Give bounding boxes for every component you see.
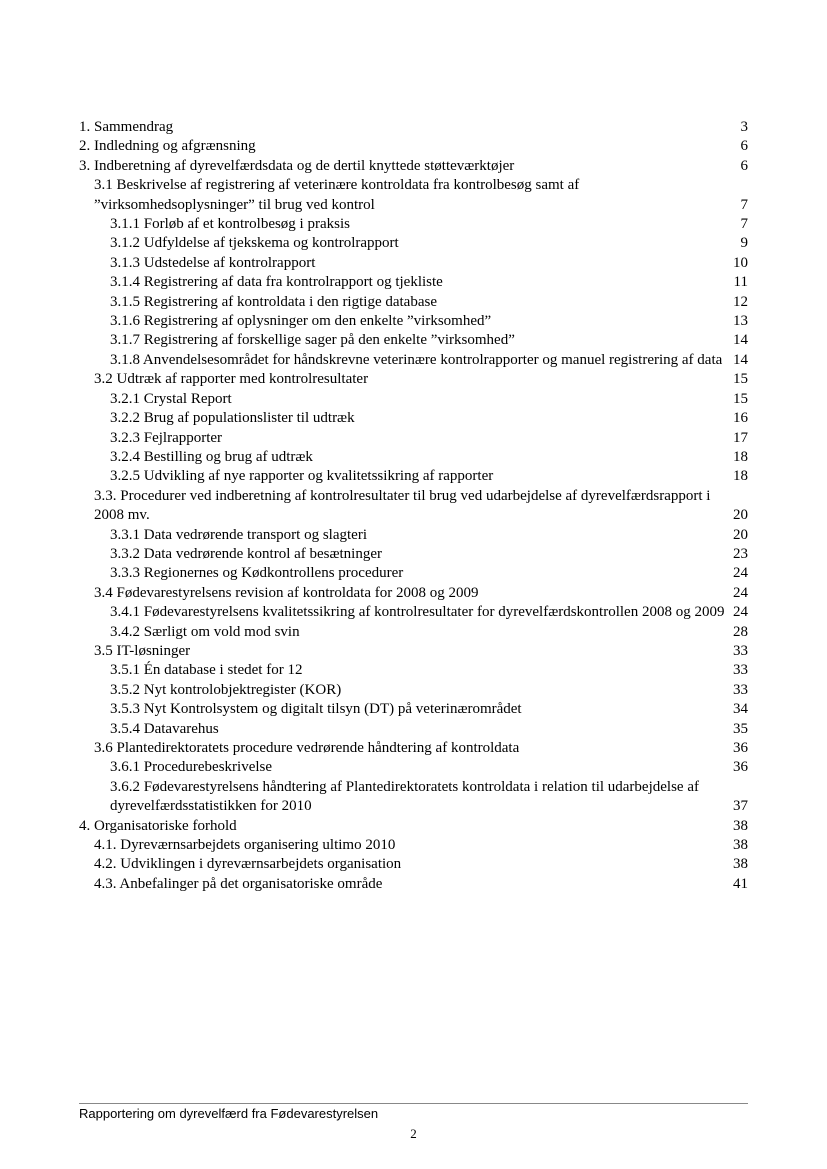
toc-entry[interactable] [79, 215, 748, 234]
toc-entry[interactable] [79, 137, 748, 156]
toc-entry-page: 33 [733, 662, 748, 679]
toc-entry-page: 7 [740, 196, 748, 213]
toc-entry-title: 3.1 Beskrivelse af registrering af veterinære kontroldata fra kontrolbesøg samt af ”virksomhedsoplysninger” til brug ved kontrol [94, 177, 580, 213]
toc-entry-title: 3.6.1 Procedurebeskrivelse [110, 759, 273, 776]
toc-entry-title: 3.3.3 Regionernes og Kødkontrollens procedurer [110, 565, 404, 582]
toc-entry-title: 3.5.2 Nyt kontrolobjektregister (KOR) [110, 681, 342, 698]
toc-entry-title: 3.2.4 Bestilling og brug af udtræk [110, 448, 313, 465]
toc-entry-page: 12 [733, 293, 748, 310]
toc-entry[interactable] [79, 720, 748, 739]
toc-entry-page: 34 [733, 701, 748, 718]
toc-entry[interactable] [79, 623, 748, 642]
toc-entry-title: 3. Indberetning af dyrevelfærdsdata og de dertil knyttede støtteværktøjer [79, 157, 515, 174]
toc-entry[interactable] [79, 778, 748, 817]
toc-entry[interactable] [79, 312, 748, 331]
toc-entry-page: 18 [733, 448, 748, 465]
toc-entry-title: 4.2. Udviklingen i dyreværnsarbejdets organisation [94, 856, 402, 873]
toc-entry-page: 35 [733, 720, 748, 737]
toc-entry-title: 3.4 Fødevarestyrelsens revision af kontroldata for 2008 og 2009 [94, 584, 479, 601]
page-number: 2 [410, 1126, 417, 1141]
toc-entry[interactable] [79, 564, 748, 583]
toc-entry-title: 3.1.3 Udstedelse af kontrolrapport [110, 254, 316, 271]
toc-entry[interactable] [79, 739, 748, 758]
toc-entry-title: 3.3.2 Data vedrørende kontrol af besætninger [110, 545, 382, 562]
toc-entry[interactable] [79, 545, 748, 564]
toc-entry[interactable] [79, 118, 748, 137]
table-of-contents [79, 118, 748, 894]
toc-entry[interactable] [79, 817, 748, 836]
toc-entry[interactable] [79, 584, 748, 603]
toc-entry-title: 3.1.7 Registrering af forskellige sager på den enkelte ”virksomhed” [110, 332, 515, 349]
toc-entry[interactable] [79, 487, 748, 526]
toc-entry[interactable] [79, 700, 748, 719]
toc-entry-title: 1. Sammendrag [79, 119, 174, 135]
toc-entry-title: 3.1.8 Anvendelsesområdet for håndskrevne veterinære kontrolrapporter og manuel registrering af data [110, 351, 723, 368]
toc-entry-page: 38 [733, 837, 748, 854]
toc-entry[interactable] [79, 855, 748, 874]
toc-entry[interactable] [79, 331, 748, 350]
toc-entry-page: 23 [733, 545, 748, 562]
toc-entry-title: 3.5.1 Én database i stedet for 12 [110, 662, 303, 679]
toc-entry-title: 4.1. Dyreværnsarbejdets organisering ultimo 2010 [94, 837, 396, 854]
toc-entry[interactable] [79, 293, 748, 312]
toc-entry-title: 2. Indledning og afgrænsning [79, 138, 256, 155]
toc-entry-title: 3.3. Procedurer ved indberetning af kontrolresultater til brug ved udarbejdelse af dyrevelfærdsrapport i 2008 mv. [94, 487, 711, 524]
toc-entry-title: 3.6.2 Fødevarestyrelsens håndtering af Plantedirektoratets kontroldata i relation til udarbejdelse af dyrevelfærdsstatistikken for 2010 [110, 778, 699, 815]
footer-title: Rapportering om dyrevelfærd fra Fødevarestyrelsen [79, 1106, 379, 1121]
toc-entry-page: 20 [733, 526, 748, 543]
toc-entry-title: 3.6 Plantedirektoratets procedure vedrørende håndtering af kontroldata [94, 740, 520, 756]
toc-entry[interactable] [79, 448, 748, 467]
toc-entry-title: 3.2.3 Fejlrapporter [110, 429, 223, 446]
toc-entry-title: 3.3.1 Data vedrørende transport og slagteri [110, 526, 367, 543]
toc-entry-title: 3.4.1 Fødevarestyrelsens kvalitetssikring af kontrolresultater for dyrevelfærdskontrollen 2008 og 2009 [110, 604, 725, 621]
toc-entry[interactable] [79, 642, 748, 661]
toc-entry-page: 10 [733, 254, 748, 271]
toc-entry-page: 36 [733, 740, 748, 756]
toc-entry[interactable] [79, 370, 748, 389]
toc-entry-title: 3.2 Udtræk af rapporter med kontrolresultater [94, 371, 369, 388]
toc-entry-page: 36 [733, 759, 748, 776]
toc-entry-title: 3.2.5 Udvikling af nye rapporter og kvalitetssikring af rapporter [110, 468, 494, 485]
toc-entry-page: 28 [733, 623, 748, 640]
toc-entry-title: 3.1.1 Forløb af et kontrolbesøg i praksis [110, 216, 350, 233]
toc-entry[interactable] [79, 273, 748, 292]
toc-entry-page: 24 [733, 604, 748, 621]
toc-entry[interactable] [79, 526, 748, 545]
toc-entry-title: 4.3. Anbefalinger på det organisatoriske område [94, 875, 383, 892]
toc-entry-page: 38 [733, 856, 748, 873]
toc-entry-page: 41 [733, 875, 748, 892]
toc-entry-page: 24 [733, 584, 748, 601]
toc-entry-page: 37 [733, 798, 748, 815]
toc-entry-title: 3.1.2 Udfyldelse af tjekskema og kontrolrapport [110, 235, 399, 252]
toc-entry[interactable] [79, 603, 748, 622]
toc-entry-page: 11 [733, 274, 748, 291]
toc-entry-page: 7 [740, 216, 748, 233]
toc-entry-page: 17 [733, 429, 748, 446]
toc-entry[interactable] [79, 875, 748, 894]
toc-entry-page: 15 [733, 371, 748, 388]
toc-entry[interactable] [79, 390, 748, 409]
toc-entry-page: 20 [733, 507, 748, 524]
toc-entry-page: 9 [740, 235, 748, 252]
toc-entry-title: 3.2.1 Crystal Report [110, 390, 232, 407]
toc-entry-title: 3.1.6 Registrering af oplysninger om den enkelte ”virksomhed” [110, 313, 492, 330]
toc-entry[interactable] [79, 661, 748, 680]
toc-entry-page: 3 [740, 119, 748, 135]
toc-entry-title: 3.5 IT-løsninger [94, 642, 191, 659]
toc-entry-page: 13 [733, 313, 748, 330]
footer-divider [79, 1103, 748, 1104]
toc-entry-page: 14 [733, 351, 748, 368]
toc-entry-title: 3.1.5 Registrering af kontroldata i den rigtige database [110, 293, 437, 310]
toc-entry-title: 3.5.3 Nyt Kontrolsystem og digitalt tilsyn (DT) på veterinærområdet [110, 701, 522, 718]
toc-entry[interactable] [79, 681, 748, 700]
toc-entry[interactable] [79, 157, 748, 176]
toc-entry-page: 16 [733, 410, 748, 427]
toc-entry[interactable] [79, 836, 748, 855]
toc-entry[interactable] [79, 429, 748, 448]
toc-entry[interactable] [79, 467, 748, 486]
toc-entry-page: 6 [740, 157, 748, 174]
toc-entry[interactable] [79, 254, 748, 273]
toc-entry[interactable] [79, 351, 748, 370]
toc-entry[interactable] [79, 234, 748, 253]
toc-entry[interactable] [79, 758, 748, 777]
toc-entry-page: 33 [733, 642, 748, 659]
toc-entry-title: 3.4.2 Særligt om vold mod svin [110, 623, 300, 640]
toc-entry-page: 24 [733, 565, 748, 582]
toc-entry[interactable] [79, 409, 748, 428]
toc-entry-page: 6 [740, 138, 748, 155]
toc-entry-page: 15 [733, 390, 748, 407]
toc-entry-page: 14 [733, 332, 748, 349]
toc-entry-page: 33 [733, 681, 748, 698]
toc-entry-title: 3.2.2 Brug af populationslister til udtræk [110, 410, 355, 427]
toc-entry-title: 3.1.4 Registrering af data fra kontrolrapport og tjekliste [110, 274, 443, 291]
toc-entry-title: 4. Organisatoriske forhold [79, 817, 237, 834]
toc-entry-page: 38 [733, 817, 748, 834]
toc-entry-page: 18 [733, 468, 748, 485]
toc-entry[interactable] [79, 176, 748, 215]
toc-entry-title: 3.5.4 Datavarehus [110, 720, 219, 737]
